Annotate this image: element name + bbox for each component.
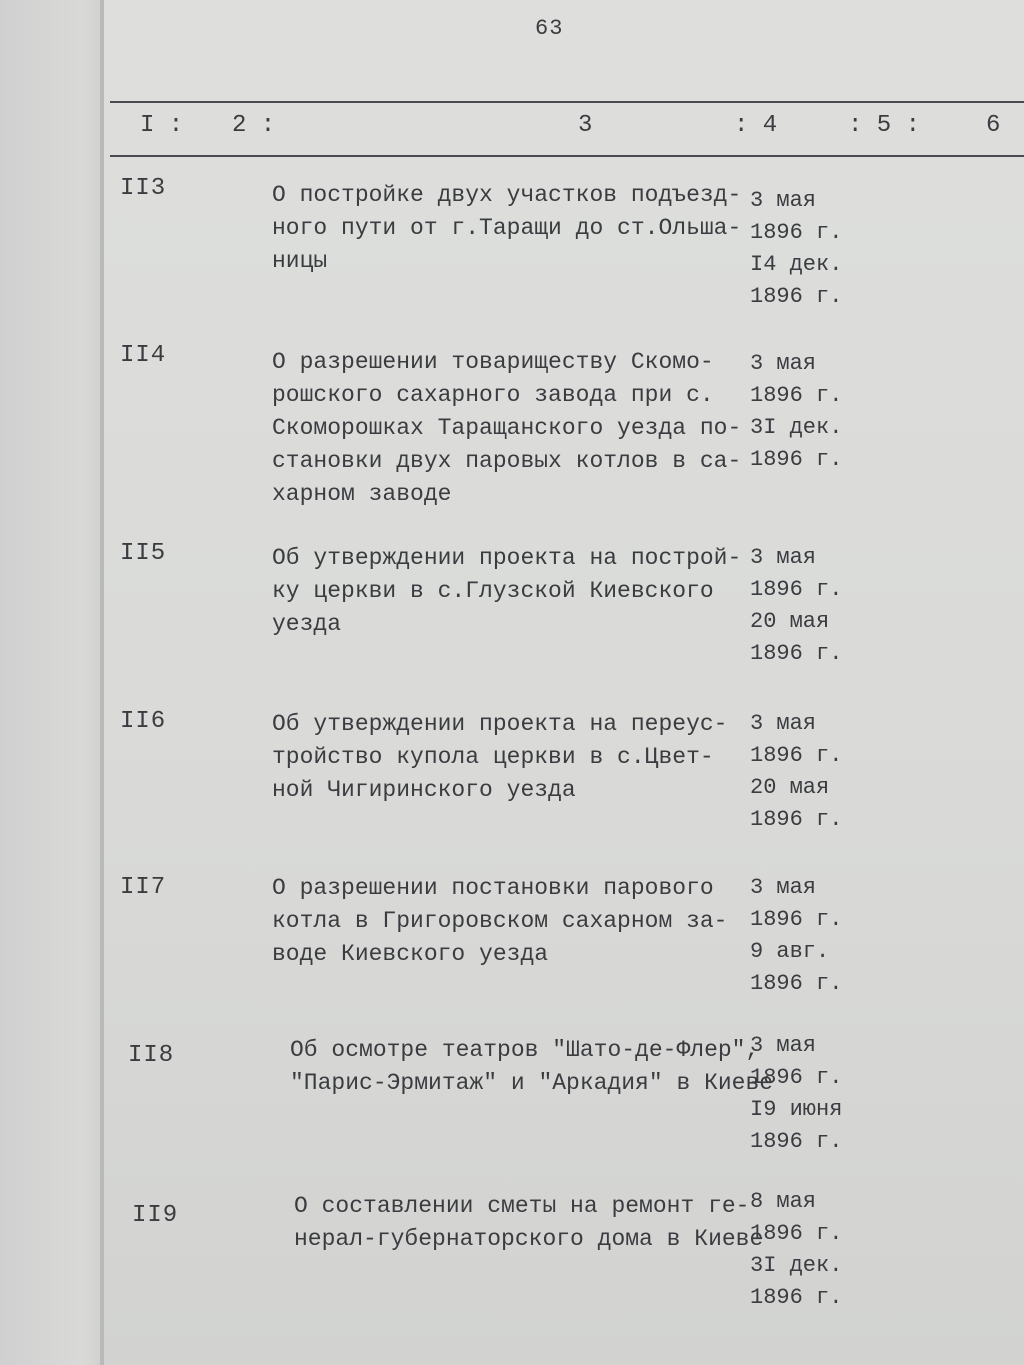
entry-dates: 3 мая 1896 г. 9 авг. 1896 г. xyxy=(750,875,843,996)
entry-dates: 3 мая 1896 г. I9 июня 1896 г. xyxy=(750,1033,843,1154)
entry-dates: 3 мая 1896 г. 3I дек. 1896 г. xyxy=(750,351,843,472)
header-col-6: 6 xyxy=(986,112,1001,139)
entry-number: II7 xyxy=(120,874,167,901)
entry-number: II5 xyxy=(120,540,167,567)
entry-title: Об утверждении проекта на переус- тройство купола церкви в с.Цвет- ной Чигиринского уезда xyxy=(272,711,728,803)
header-col-1: I : xyxy=(140,112,184,139)
header-col-3: 3 xyxy=(578,112,593,139)
entry-title: Об утверждении проекта на построй- ку церкви в с.Глузской Киевского уезда xyxy=(272,545,742,637)
entry-number: II3 xyxy=(120,175,167,202)
entry-dates: 8 мая 1896 г. 3I дек. 1896 г. xyxy=(750,1189,843,1310)
entry-title: Об осмотре театров "Шато-де-Флер", "Парис-Эрмитаж" и "Аркадия" в Киеве xyxy=(290,1037,774,1096)
header-col-5: : 5 : xyxy=(848,112,921,139)
header-rule-bottom xyxy=(110,155,1024,157)
entry-number: II6 xyxy=(120,708,167,735)
header-rule-top xyxy=(110,101,1024,103)
entry-number: II8 xyxy=(128,1042,175,1069)
entry-dates: 3 мая 1896 г. 20 мая 1896 г. xyxy=(750,545,843,666)
entry-title: О разрешении постановки парового котла в Григоровском сахарном за- воде Киевского уезда xyxy=(272,875,728,967)
entry-title: О постройке двух участков подъезд- ного пути от г.Таращи до ст.Ольша- ницы xyxy=(272,182,742,274)
page-number: 63 xyxy=(535,16,564,41)
entry-number: II9 xyxy=(132,1202,179,1229)
header-col-4: : 4 xyxy=(734,112,778,139)
entry-title: О разрешении товариществу Скомо- рошского сахарного завода при с. Скоморошках Таращанского уезда по- становки двух паровых котлов в са- харном заводе xyxy=(272,349,742,507)
entry-title: О составлении сметы на ремонт ге- нерал-губернаторского дома в Киеве xyxy=(294,1193,764,1252)
entry-dates: 3 мая 1896 г. I4 дек. 1896 г. xyxy=(750,188,843,309)
entry-number: II4 xyxy=(120,342,167,369)
header-col-2: 2 : xyxy=(232,112,276,139)
entry-dates: 3 мая 1896 г. 20 мая 1896 г. xyxy=(750,711,843,832)
